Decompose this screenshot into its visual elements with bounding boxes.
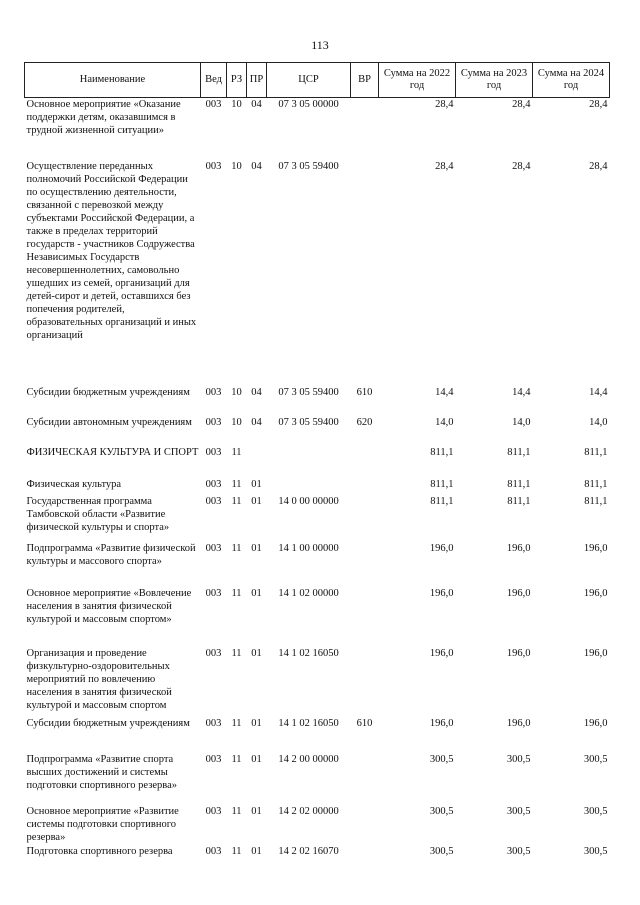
col-header-sum2024: Сумма на 2024 год bbox=[533, 63, 610, 98]
row-sum-2024: 811,1 bbox=[584, 495, 608, 507]
row-sum-2023: 28,4 bbox=[512, 160, 531, 172]
row-sum-2024: 14,0 bbox=[589, 416, 608, 428]
row-pr: 01 bbox=[251, 647, 262, 659]
row-sum-2023: 196,0 bbox=[506, 542, 531, 554]
row-vr bbox=[351, 160, 379, 386]
row-name: Основное мероприятие «Развитие системы подготовки спортивного резерва» bbox=[26, 805, 179, 843]
row-sum-2023: 300,5 bbox=[506, 753, 531, 765]
row-rz: 11 bbox=[231, 717, 242, 729]
table-row bbox=[25, 160, 610, 386]
row-ved: 003 bbox=[205, 805, 222, 817]
col-header-name: Наименование bbox=[25, 63, 201, 98]
row-pr: 04 bbox=[251, 99, 262, 110]
col-header-sum2023: Сумма на 2023 год bbox=[456, 63, 533, 98]
table-row bbox=[25, 805, 610, 845]
row-sum-2024: 196,0 bbox=[583, 647, 608, 659]
row-sum-2022: 28,4 bbox=[435, 160, 454, 172]
row-rz: 10 bbox=[231, 160, 242, 172]
row-sum-2023: 811,1 bbox=[507, 495, 531, 507]
table-row bbox=[25, 542, 610, 587]
row-name: Основное мероприятие «Вовлечение населения в занятия физической культурой и массовым спортом» bbox=[26, 587, 192, 625]
row-vr bbox=[351, 753, 379, 805]
row-sum-2024: 811,1 bbox=[584, 478, 608, 490]
row-vr bbox=[351, 542, 379, 587]
row-ved: 003 bbox=[205, 845, 222, 857]
row-pr bbox=[247, 446, 267, 478]
row-name: Субсидии бюджетным учреждениям bbox=[26, 386, 190, 398]
table-row bbox=[25, 753, 610, 805]
row-csr: 07 3 05 59400 bbox=[278, 386, 339, 398]
row-vr bbox=[351, 805, 379, 845]
row-rz: 10 bbox=[231, 386, 242, 398]
row-csr: 14 2 00 00000 bbox=[278, 753, 339, 765]
row-sum-2022: 196,0 bbox=[429, 587, 454, 599]
budget-table bbox=[24, 62, 610, 875]
row-rz: 10 bbox=[231, 99, 242, 110]
row-name: Основное мероприятие «Оказание поддержки детям, оказавшимся в трудной жизненной ситуации» bbox=[26, 99, 181, 136]
table-row bbox=[25, 495, 610, 542]
row-sum-2023: 811,1 bbox=[507, 446, 531, 458]
row-ved: 003 bbox=[205, 647, 222, 659]
col-header-ved: Вед bbox=[201, 63, 227, 98]
row-sum-2024: 196,0 bbox=[583, 542, 608, 554]
row-sum-2022: 811,1 bbox=[430, 495, 454, 507]
row-sum-2022: 811,1 bbox=[430, 478, 454, 490]
row-name: Подпрограмма «Развитие спорта высших достижений и системы подготовки спортивного резерва» bbox=[26, 753, 177, 791]
table-header-row bbox=[25, 63, 610, 98]
row-sum-2022: 300,5 bbox=[429, 805, 454, 817]
row-pr: 01 bbox=[251, 753, 262, 765]
row-sum-2022: 14,4 bbox=[435, 386, 454, 398]
row-vr bbox=[351, 446, 379, 478]
row-ved: 003 bbox=[205, 587, 222, 599]
row-sum-2023: 811,1 bbox=[507, 478, 531, 490]
row-rz: 10 bbox=[231, 416, 242, 428]
row-csr: 07 3 05 59400 bbox=[278, 160, 339, 172]
row-name: Подпрограмма «Развитие физической культуры и массового спорта» bbox=[26, 542, 196, 567]
row-pr: 01 bbox=[251, 478, 262, 490]
row-pr: 04 bbox=[251, 160, 262, 172]
row-name: Субсидии автономным учреждениям bbox=[26, 416, 192, 428]
row-sum-2024: 196,0 bbox=[583, 587, 608, 599]
row-sum-2023: 14,0 bbox=[512, 416, 531, 428]
col-header-csr: ЦСР bbox=[267, 63, 351, 98]
row-sum-2022: 300,5 bbox=[429, 753, 454, 765]
row-sum-2022: 196,0 bbox=[429, 717, 454, 729]
row-sum-2024: 14,4 bbox=[589, 386, 608, 398]
row-csr: 14 1 02 16050 bbox=[278, 647, 339, 659]
row-vr bbox=[351, 98, 379, 160]
row-rz: 11 bbox=[231, 446, 242, 458]
row-sum-2024: 28,4 bbox=[589, 99, 608, 110]
row-rz: 11 bbox=[231, 647, 242, 659]
row-name: Физическая культура bbox=[26, 478, 122, 490]
row-vr bbox=[351, 495, 379, 542]
table-row bbox=[25, 386, 610, 416]
row-vr bbox=[351, 647, 379, 717]
row-pr: 01 bbox=[251, 542, 262, 554]
row-vr bbox=[351, 845, 379, 875]
row-sum-2023: 300,5 bbox=[506, 845, 531, 857]
row-sum-2024: 196,0 bbox=[583, 717, 608, 729]
table-row bbox=[25, 845, 610, 875]
row-rz: 11 bbox=[231, 805, 242, 817]
row-name: Осуществление переданных полномочий Российской Федерации по осуществлению деятельности, связанной с перевозкой между субъектами Российской Федерации, а также в пределах территорий государств - участников Содружества Независимых Государств несовершеннолетних, самовольно ушедших из семей, организаций для детей-сирот и детей, оставшихся без попечения родителей, образовательных организаций и иных организаций bbox=[26, 160, 197, 341]
row-sum-2024: 300,5 bbox=[583, 805, 608, 817]
row-sum-2024: 811,1 bbox=[584, 446, 608, 458]
row-pr: 04 bbox=[251, 416, 262, 428]
row-sum-2023: 28,4 bbox=[512, 99, 531, 110]
row-pr: 04 bbox=[251, 386, 262, 398]
row-rz: 11 bbox=[231, 753, 242, 765]
row-pr: 01 bbox=[251, 495, 262, 507]
table-row bbox=[25, 647, 610, 717]
row-sum-2023: 196,0 bbox=[506, 717, 531, 729]
row-sum-2024: 300,5 bbox=[583, 845, 608, 857]
table-row bbox=[25, 446, 610, 478]
table-row bbox=[25, 478, 610, 495]
row-rz: 11 bbox=[231, 478, 242, 490]
row-sum-2024: 28,4 bbox=[589, 160, 608, 172]
row-rz: 11 bbox=[231, 495, 242, 507]
row-csr: 07 3 05 00000 bbox=[278, 99, 339, 110]
row-ved: 003 bbox=[205, 99, 222, 110]
row-ved: 003 bbox=[205, 478, 222, 490]
row-vr bbox=[351, 478, 379, 495]
row-sum-2022: 14,0 bbox=[435, 416, 454, 428]
col-header-sum2022: Сумма на 2022 год bbox=[379, 63, 456, 98]
row-pr: 01 bbox=[251, 587, 262, 599]
row-name: Организация и проведение физкультурно-оздоровительных мероприятий по вовлечению населения в занятия физической культурой и массовым спортом bbox=[26, 647, 172, 711]
row-name: Государственная программа Тамбовской области «Развитие физической культуры и спорта» bbox=[26, 495, 170, 533]
row-rz: 11 bbox=[231, 845, 242, 857]
row-pr: 01 bbox=[251, 717, 262, 729]
row-sum-2022: 300,5 bbox=[429, 845, 454, 857]
row-pr: 01 bbox=[251, 845, 262, 857]
row-vr: 620 bbox=[356, 416, 373, 428]
row-ved: 003 bbox=[205, 446, 222, 458]
row-rz: 11 bbox=[231, 542, 242, 554]
row-csr bbox=[267, 446, 351, 478]
table-row bbox=[25, 717, 610, 753]
row-sum-2023: 196,0 bbox=[506, 647, 531, 659]
row-name: Подготовка спортивного резерва bbox=[26, 845, 173, 857]
table-body bbox=[25, 98, 610, 875]
row-ved: 003 bbox=[205, 542, 222, 554]
row-csr: 07 3 05 59400 bbox=[278, 416, 339, 428]
row-csr: 14 1 02 16050 bbox=[278, 717, 339, 729]
page-number: 113 bbox=[311, 38, 329, 52]
row-sum-2022: 196,0 bbox=[429, 647, 454, 659]
row-csr: 14 2 02 16070 bbox=[278, 845, 339, 857]
row-ved: 003 bbox=[205, 386, 222, 398]
row-ved: 003 bbox=[205, 717, 222, 729]
table-row bbox=[25, 98, 610, 160]
row-ved: 003 bbox=[205, 495, 222, 507]
row-sum-2023: 14,4 bbox=[512, 386, 531, 398]
col-header-rz: РЗ bbox=[227, 63, 247, 98]
row-ved: 003 bbox=[205, 753, 222, 765]
row-vr: 610 bbox=[356, 386, 373, 398]
row-sum-2022: 196,0 bbox=[429, 542, 454, 554]
table-row bbox=[25, 416, 610, 446]
row-csr: 14 1 00 00000 bbox=[278, 542, 339, 554]
row-ved: 003 bbox=[205, 160, 222, 172]
row-sum-2023: 196,0 bbox=[506, 587, 531, 599]
row-sum-2024: 300,5 bbox=[583, 753, 608, 765]
row-sum-2022: 28,4 bbox=[435, 99, 454, 110]
table-row bbox=[25, 587, 610, 647]
row-pr: 01 bbox=[251, 805, 262, 817]
row-name: ФИЗИЧЕСКАЯ КУЛЬТУРА И СПОРТ bbox=[26, 446, 199, 458]
row-csr: 14 1 02 00000 bbox=[278, 587, 339, 599]
row-vr bbox=[351, 587, 379, 647]
row-sum-2023: 300,5 bbox=[506, 805, 531, 817]
col-header-vr: ВР bbox=[351, 63, 379, 98]
col-header-pr: ПР bbox=[247, 63, 267, 98]
row-ved: 003 bbox=[205, 416, 222, 428]
row-csr bbox=[267, 478, 351, 495]
row-vr: 610 bbox=[356, 717, 373, 729]
row-csr: 14 0 00 00000 bbox=[278, 495, 339, 507]
row-name: Субсидии бюджетным учреждениям bbox=[26, 717, 190, 729]
row-csr: 14 2 02 00000 bbox=[278, 805, 339, 817]
row-sum-2022: 811,1 bbox=[430, 446, 454, 458]
row-rz: 11 bbox=[231, 587, 242, 599]
